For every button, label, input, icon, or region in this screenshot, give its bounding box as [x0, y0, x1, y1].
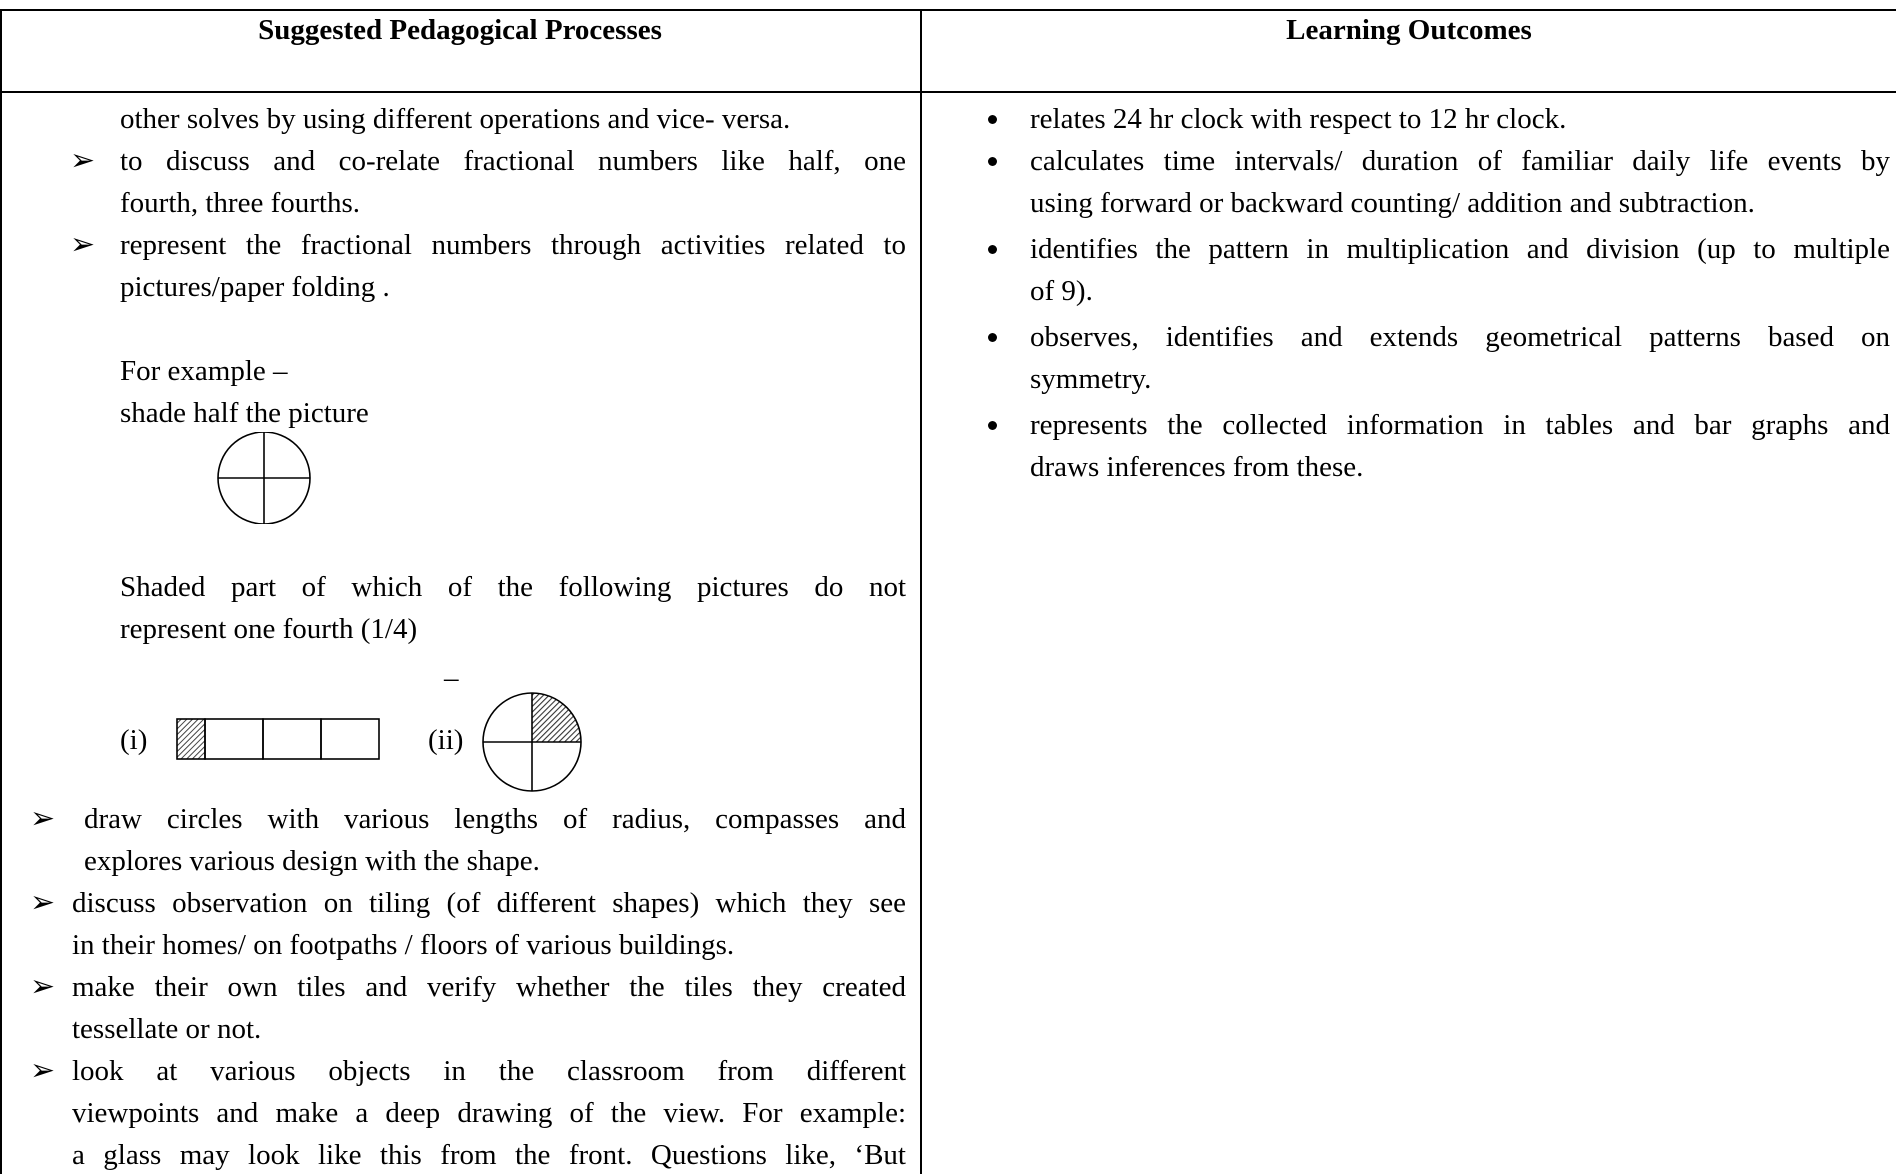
outcome-2-line-2: using forward or backward counting/ addition and subtraction.: [1030, 187, 1755, 219]
bullet-icon: [988, 333, 997, 342]
process-1-line-2: fourth, three fourths.: [120, 187, 360, 219]
process-5-line-1: make their own tiles and verify whether the tiles they created: [72, 971, 906, 1003]
column-divider: [920, 9, 922, 1174]
question-line-1: Shaded part of which of the following pictures do not: [120, 571, 906, 603]
process-3-line-1: draw circles with various lengths of radius, compasses and: [84, 803, 906, 835]
arrow-bullet-icon: ➢: [30, 969, 56, 1004]
circle-quarter-figure: [480, 690, 584, 794]
outcome-3-line-1: identifies the pattern in multiplication and division (up to multiple: [1030, 233, 1890, 265]
process-2-line-2: pictures/paper folding .: [120, 271, 390, 303]
header-learning-outcomes: Learning Outcomes: [1286, 14, 1532, 46]
arrow-bullet-icon: ➢: [70, 143, 96, 178]
quartered-circle-figure: [214, 432, 314, 524]
process-4-line-2: in their homes/ on footpaths / floors of various buildings.: [72, 929, 735, 961]
question-line-2: represent one fourth (1/4): [120, 613, 418, 645]
process-6-line-1: look at various objects in the classroom from different: [72, 1055, 906, 1087]
process-3-line-2: explores various design with the shape.: [84, 845, 540, 877]
continued-line: other solves by using different operations and vice- versa.: [120, 103, 791, 135]
stray-dash: –: [444, 662, 459, 694]
bullet-icon: [988, 115, 997, 124]
arrow-bullet-icon: ➢: [70, 227, 96, 262]
arrow-bullet-icon: ➢: [30, 885, 56, 920]
process-1-line-1: to discuss and co-relate fractional numbers like half, one: [120, 145, 906, 177]
arrow-bullet-icon: ➢: [30, 801, 56, 836]
figure-label-ii: (ii): [428, 724, 464, 756]
bullet-icon: [988, 421, 997, 430]
bullet-icon: [988, 245, 997, 254]
header-pedagogical-processes: Suggested Pedagogical Processes: [258, 14, 662, 46]
process-2-line-1: represent the fractional numbers through activities related to: [120, 229, 906, 261]
outcome-5-line-2: draws inferences from these.: [1030, 451, 1364, 483]
bullet-icon: [988, 157, 997, 166]
outcome-1: relates 24 hr clock with respect to 12 hr clock.: [1030, 103, 1567, 135]
process-6-line-3: a glass may look like this from the front. Questions like, ‘But: [72, 1139, 906, 1171]
arrow-bullet-icon: ➢: [30, 1053, 56, 1088]
header-divider: [0, 91, 1896, 93]
outcome-4-line-2: symmetry.: [1030, 363, 1152, 395]
outcome-3-line-2: of 9).: [1030, 275, 1093, 307]
process-5-line-2: tessellate or not.: [72, 1013, 262, 1045]
process-4-line-1: discuss observation on tiling (of different shapes) which they see: [72, 887, 906, 919]
rectangle-quarter-figure: [176, 718, 382, 760]
figure-label-i: (i): [120, 724, 148, 756]
process-6-line-2: viewpoints and make a deep drawing of the view. For example:: [72, 1097, 906, 1129]
outcome-4-line-1: observes, identifies and extends geometrical patterns based on: [1030, 321, 1890, 353]
outcome-2-line-1: calculates time intervals/ duration of familiar daily life events by: [1030, 145, 1890, 177]
shade-instruction: shade half the picture: [120, 397, 369, 429]
example-intro: For example –: [120, 355, 288, 387]
outcome-5-line-1: represents the collected information in tables and bar graphs and: [1030, 409, 1890, 441]
